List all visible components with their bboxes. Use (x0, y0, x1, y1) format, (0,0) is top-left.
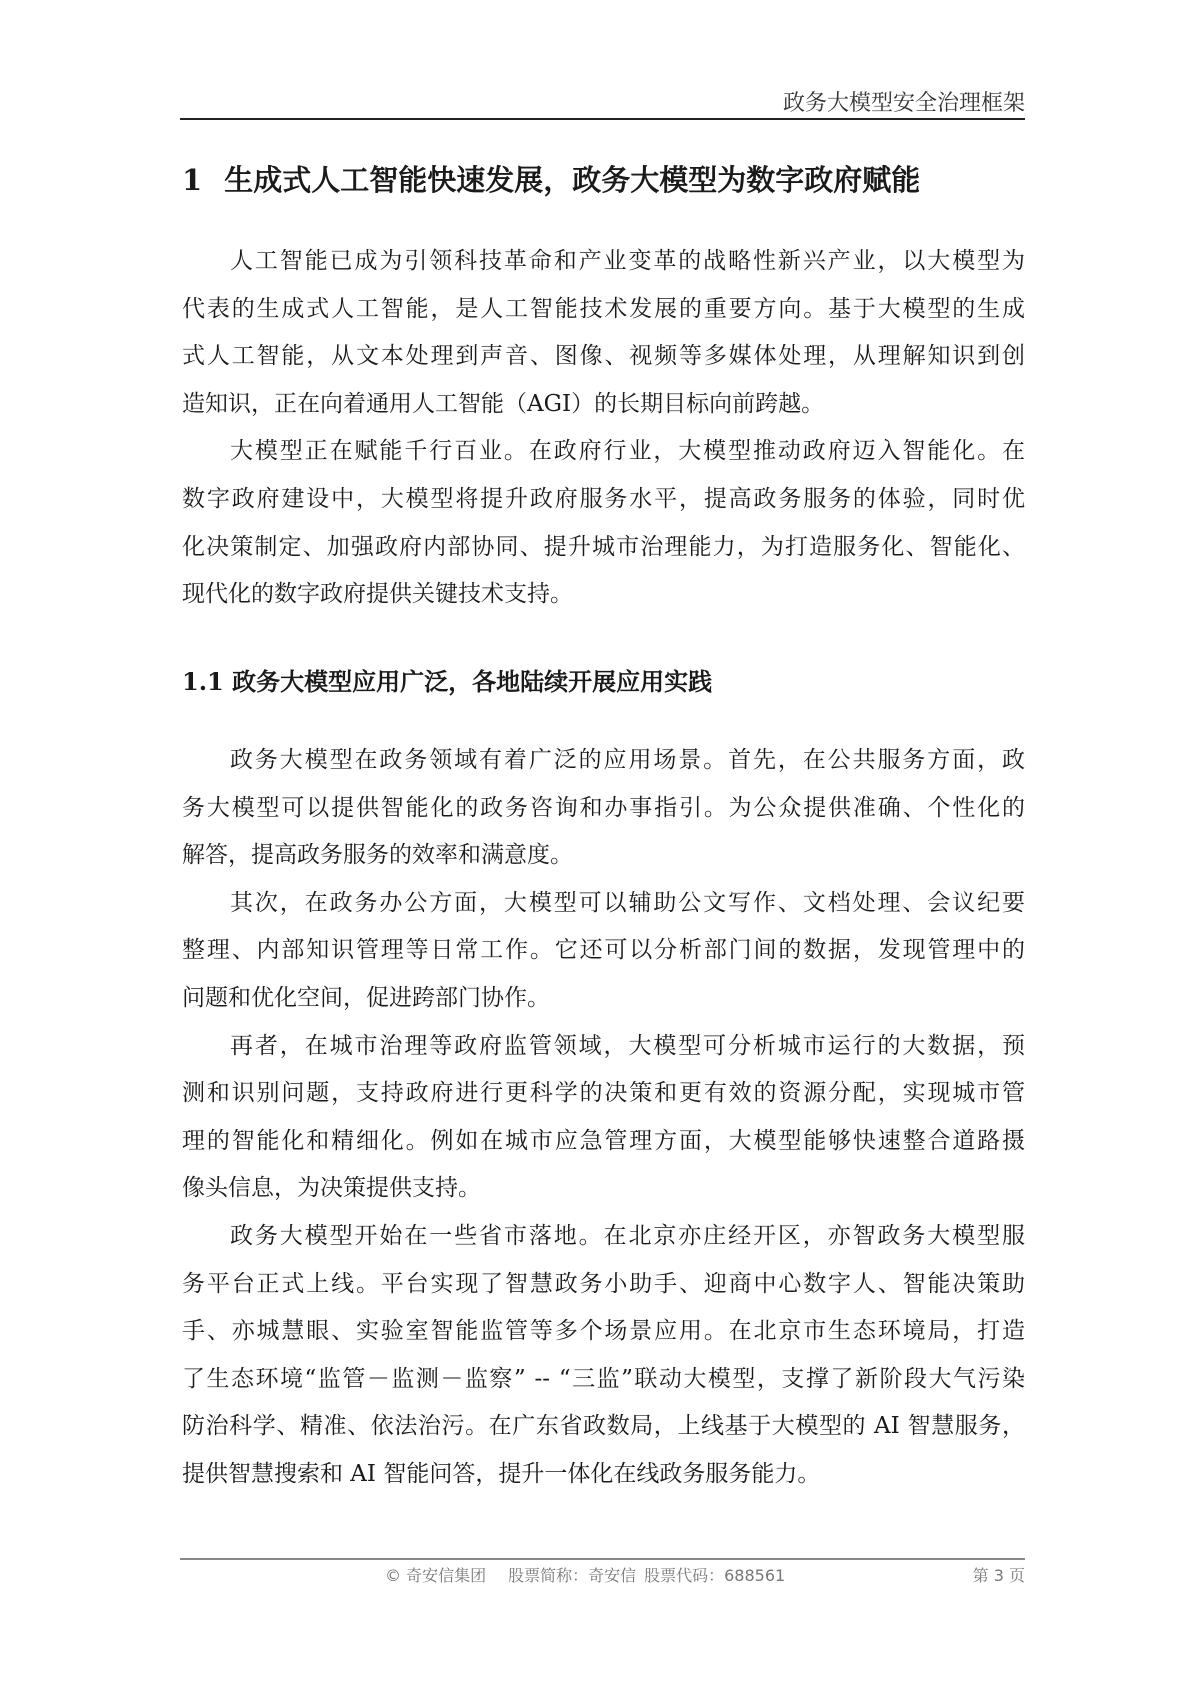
footer-info (385, 1563, 807, 1586)
paragraph-line: 务平台正式上线。平台实现了智慧政务小助手、迎商中心数字人、智能决策助 (182, 1270, 1025, 1297)
paragraph-line: 务大模型可以提供智能化的政务咨询和办事指引。为公众提供准确、个性化的 (182, 794, 1025, 821)
footer-divider (180, 1558, 1025, 1560)
paragraph-line: 手、亦城慧眼、实验室智能监管等多个场景应用。在北京市生态环境局，打造 (182, 1318, 1025, 1345)
paragraph-line: 提供智慧搜索和 AI 智能问答，提升一体化在线政务服务能力。 (182, 1460, 821, 1487)
footer-stock-name: 股票简称：奇安信 (508, 1566, 637, 1585)
paragraph-line: 政务大模型开始在一些省市落地。在北京亦庄经开区，亦智政务大模型服 (230, 1222, 1025, 1249)
paragraph-line: 现代化的数字政府提供关键技术支持。 (182, 581, 573, 608)
paragraph-line: 大模型正在赋能千行百业。在政府行业，大模型推动政府迈入智能化。在 (230, 438, 1025, 465)
paragraph-line: 解答，提高政务服务的效率和满意度。 (182, 842, 573, 869)
paragraph-line: 整理、内部知识管理等日常工作。它还可以分析部门间的数据，发现管理中的 (182, 937, 1025, 964)
paragraph-line: 测和识别问题，支持政府进行更科学的决策和更有效的资源分配，实现城市管 (182, 1080, 1025, 1107)
page-number: 第 3 页 (972, 1566, 1025, 1585)
paragraph-line: 代表的生成式人工智能，是人工智能技术发展的重要方向。基于大模型的生成 (182, 295, 1025, 322)
paragraph-line: 化决策制定、加强政府内部协同、提升城市治理能力，为打造服务化、智能化、 (182, 533, 1025, 560)
paragraph-line: 像头信息，为决策提供支持。 (182, 1175, 481, 1202)
paragraph-line: 防治科学、精准、依法治污。在广东省政数局，上线基于大模型的 AI 智慧服务， (182, 1413, 1025, 1440)
section-title: 生成式人工智能快速发展，政务大模型为数字政府赋能 (224, 163, 921, 197)
paragraph-line: 数字政府建设中，大模型将提升政府服务水平，提高政务服务的体验，同时优 (182, 485, 1025, 512)
subsection-body (182, 737, 1025, 1499)
footer-copyright: © 奇安信集团 (385, 1566, 487, 1585)
section-number: 1 (182, 163, 203, 197)
paragraph-line: 了生态环境“监管－监测－监察” -- “三监”联动大模型，支撑了新阶段大气污染 (182, 1365, 1025, 1392)
footer-stock-code: 股票代码：688561 (644, 1566, 786, 1585)
paragraph-line: 问题和优化空间，促进跨部门协作。 (182, 984, 550, 1011)
paragraph-line: 式人工智能，从文本处理到声音、图像、视频等多媒体处理，从理解知识到创 (182, 343, 1025, 370)
header-divider (180, 118, 1025, 120)
paragraph-line: 再者，在城市治理等政府监管领域，大模型可分析城市运行的大数据，预 (230, 1032, 1025, 1059)
section-body (182, 238, 1025, 619)
running-header-title: 政务大模型安全治理框架 (782, 91, 1025, 116)
paragraph-line: 其次，在政务办公方面，大模型可以辅助公文写作、文档处理、会议纪要 (230, 889, 1025, 916)
section-heading (182, 158, 920, 199)
paragraph-line: 政务大模型在政务领域有着广泛的应用场景。首先，在公共服务方面，政 (230, 747, 1025, 773)
subsection-heading: 1.1 政务大模型应用广泛，各地陆续开展应用实践 (182, 667, 713, 696)
paragraph-line: 人工智能已成为引领科技革命和产业变革的战略性新兴产业，以大模型为 (230, 248, 1025, 274)
paragraph-line: 造知识，正在向着通用人工智能（AGI）的长期目标向前跨越。 (182, 390, 825, 417)
paragraph-line: 理的智能化和精细化。例如在城市应急管理方面，大模型能够快速整合道路摄 (182, 1127, 1025, 1154)
